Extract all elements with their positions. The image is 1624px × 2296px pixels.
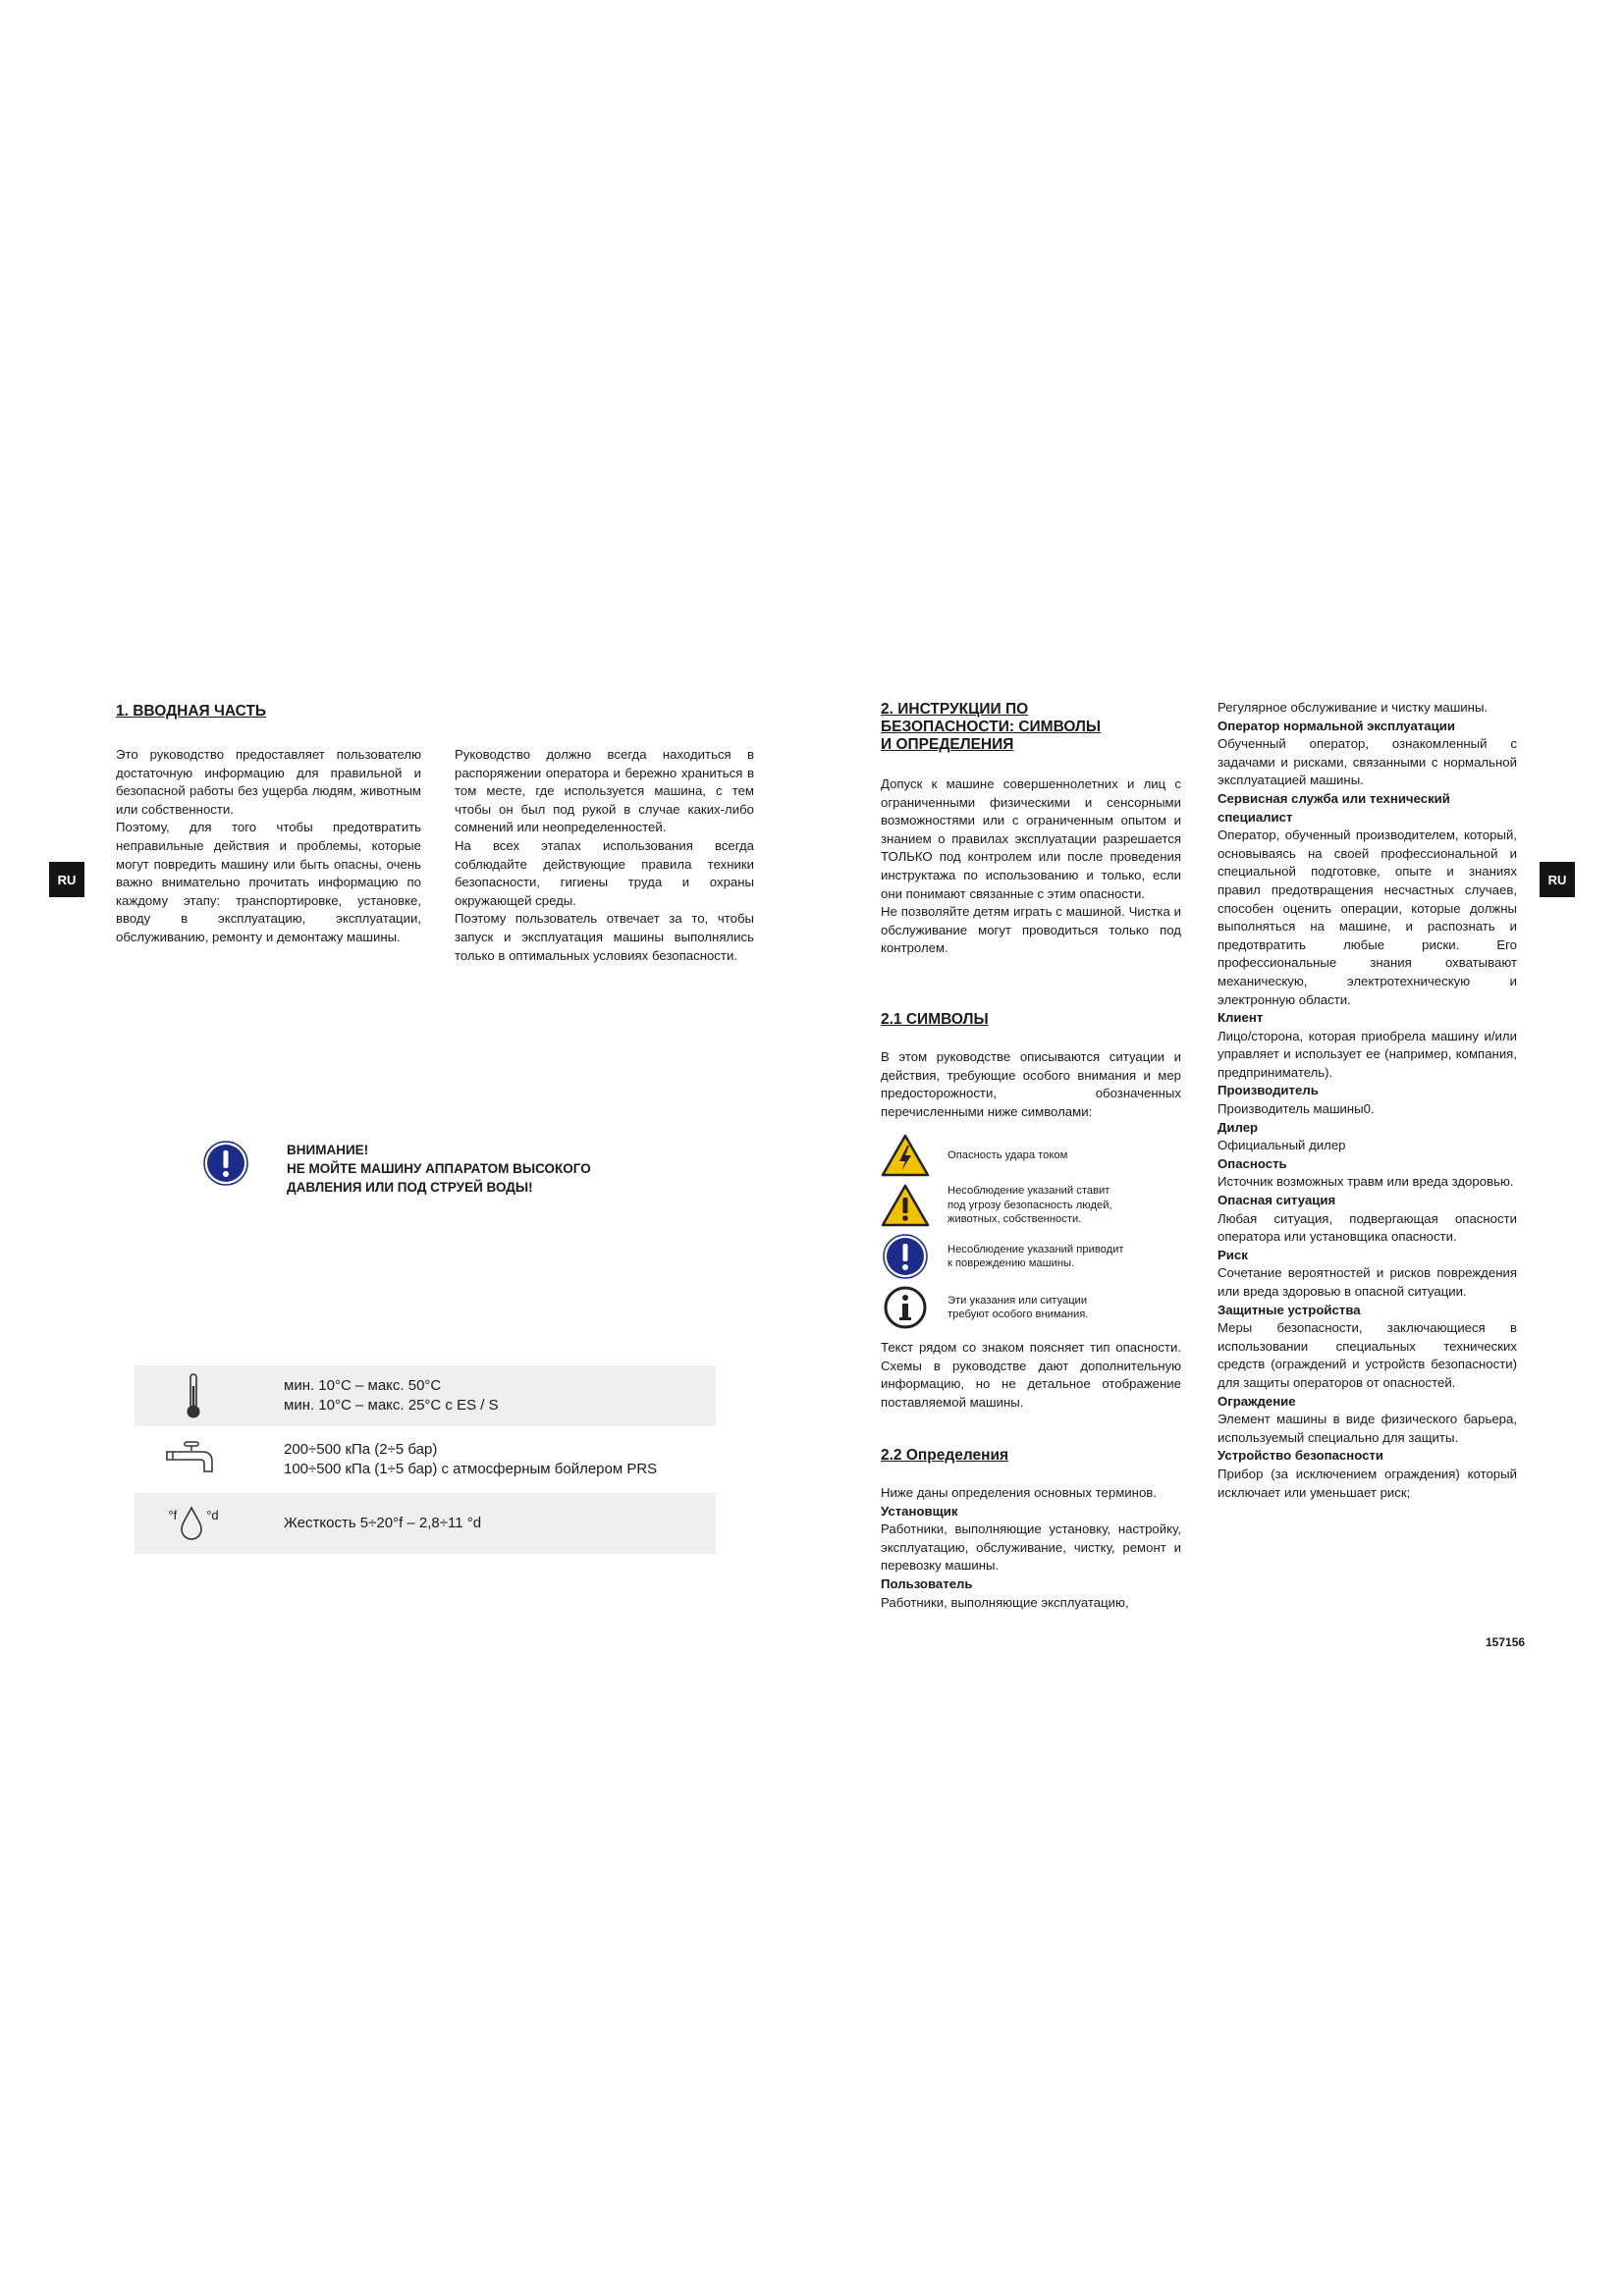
symbol-text-electric: Опасность удара током (947, 1148, 1068, 1161)
def-title-risk: Риск (1218, 1247, 1248, 1262)
language-tab-left: RU (49, 862, 84, 897)
electric-shock-warning-icon (881, 1134, 930, 1177)
def-text-hazardous-situation: Любая ситуация, подвергающая опасности оператора или установщика опасности. (1218, 1210, 1517, 1245)
water-tap-icon (135, 1440, 252, 1479)
warning-line-3: ДАВЛЕНИЯ ИЛИ ПОД СТРУЕЙ ВОДЫ! (287, 1180, 533, 1195)
general-warning-icon (881, 1184, 930, 1227)
information-icon (881, 1285, 930, 1330)
language-tab-right: RU (1540, 862, 1575, 897)
def-title-service: Сервисная служба или технический специалист (1218, 790, 1450, 825)
section-title-introduction: 1. ВВОДНАЯ ЧАСТЬ (116, 703, 267, 720)
def-text-user: Работники, выполняющие эксплуатацию, (881, 1594, 1129, 1610)
def-title-protective-devices: Защитные устройства (1218, 1302, 1361, 1317)
water-hardness: Жесткость 5÷20°f – 2,8÷11 °d (284, 1515, 482, 1531)
safety-intro: Допуск к машине совершеннолетних и лиц с ограниченными физическими и сенсорными возможностями или с ограниченным опытом и знанием о правилах эксплуатации разрешается ТОЛЬКО под контролем или после проведения инструктажа по использованию и только, если они понимают связанные с этим опасности. Не позволяйте детям играть с машиной. Чистка и обслуживание могут проводиться только под контролем. (881, 776, 1181, 956)
symbol-row-general-warning (881, 1180, 1195, 1231)
def-text-safety-device: Прибор (за исключением ограждения) который исключает или уменьшает риск; (1218, 1466, 1517, 1500)
spec-row-temperature (135, 1365, 716, 1426)
def-text-protective-devices: Меры безопасности, заключающиеся в использовании специальных технических средств (ограждений и устройств безопасности) для защиты операторов от опасностей. (1218, 1320, 1517, 1390)
unit-french-degrees: °f (168, 1508, 178, 1522)
def-text-manufacturer: Производитель машины0. (1218, 1101, 1375, 1117)
def-text-guard: Элемент машины в виде физического барьера, используемый специально для защиты. (1218, 1412, 1517, 1445)
def-text-installer: Работники, выполняющие установку, настройку, эксплуатацию, обслуживание, чистку, ремонт и перевозку машины. (881, 1522, 1181, 1574)
unit-german-degrees: °d (206, 1508, 219, 1522)
def-title-dealer: Дилер (1218, 1119, 1259, 1135)
symbol-row-mandatory (881, 1231, 1195, 1282)
symbol-text-general-warning: Несоблюдение указаний ставит под угрозу безопасность людей, животных, собственности. (947, 1185, 1112, 1226)
section-title-safety (881, 701, 1101, 754)
pressure-range-prs: 100÷500 кПа (1÷5 бар) с атмосферным бойлером PRS (284, 1461, 658, 1477)
symbol-row-electric (881, 1131, 1195, 1180)
def-text-user-continued: Регулярное обслуживание и чистку машины. (1218, 700, 1489, 715)
def-title-hazardous-situation: Опасная ситуация (1218, 1193, 1336, 1208)
title-line-1: 2. ИНСТРУКЦИИ ПО (881, 701, 1029, 718)
def-text-dealer: Официальный дилер (1218, 1138, 1346, 1153)
spec-row-pressure (135, 1429, 716, 1490)
def-title-guard: Ограждение (1218, 1393, 1296, 1409)
temperature-range: мин. 10°C – макс. 50°C (284, 1377, 442, 1394)
symbol-text-mandatory: Несоблюдение указаний приводит к повреждению машины. (947, 1243, 1124, 1269)
title-line-2: БЕЗОПАСНОСТИ: СИМВОЛЫ (881, 719, 1102, 735)
temperature-range-es: мин. 10°C – макс. 25°C с ES / S (284, 1397, 499, 1414)
def-title-hazard: Опасность (1218, 1155, 1287, 1171)
section-title-definitions: 2.2 Определения (881, 1447, 1009, 1464)
def-text-risk: Сочетание вероятностей и рисков повреждения или вреда здоровью в опасной ситуации. (1218, 1265, 1517, 1299)
symbols-explanation: Текст рядом со знаком поясняет тип опасности. Схемы в руководстве дают дополнительную информацию, но не детальное отображение поставляемой машины. (881, 1340, 1181, 1410)
def-title-client: Клиент (1218, 1010, 1264, 1026)
warning-message (287, 1141, 591, 1197)
intro-column-1: Это руководство предоставляет пользователю достаточную информацию для правильной и безопасной работы без ущерба людям, животным или собственности. Поэтому, для того чтобы предотвратить неправильные действия и проблемы, которые могут повредить машину или быть опасны, очень важно внимательно прочитать информацию по каждому этапу: транспортировке, установке, вводу в эксплуатацию, эксплуатации, обслуживанию, ремонту и демонтажу машины. (116, 747, 421, 944)
mandatory-exclamation-icon (203, 1141, 248, 1186)
def-title-installer: Установщик (881, 1503, 958, 1519)
symbols-list (881, 1131, 1195, 1333)
symbol-row-information (881, 1282, 1195, 1333)
def-title-manufacturer: Производитель (1218, 1083, 1319, 1098)
mandatory-exclamation-icon (881, 1234, 930, 1279)
def-title-user: Пользователь (881, 1575, 973, 1591)
symbol-text-information: Эти указания или ситуации требуют особого внимания. (947, 1294, 1089, 1320)
definitions-column-2 (1218, 699, 1517, 1502)
intro-column-2: Руководство должно всегда находиться в распоряжении оператора и бережно храниться в том месте, где используется машина, с тем чтобы он был под рукой в случае каких-либо сомнений или неопределенностей. На всех этапах использования всегда соблюдайте действующие правила техники безопасности, гигиены труда и охраны окружающей среды. Поэтому пользователь отвечает за то, чтобы запуск и эксплуатация машины выполнялись только в оптимальных условиях безопасности. (455, 747, 754, 963)
def-text-client: Лицо/сторона, которая приобрела машину и/или управляет и использует ее (например, компания, предприниматель). (1218, 1028, 1517, 1080)
document-code: 157156 (1486, 1635, 1526, 1649)
definitions-column-1 (881, 1484, 1181, 1612)
warning-line-1: ВНИМАНИЕ! (287, 1143, 369, 1157)
def-title-normal-operator: Оператор нормальной эксплуатации (1218, 718, 1455, 733)
symbols-intro: В этом руководстве описываются ситуации и действия, требующие особого внимания и мер предосторожности, обозначенных перечисленными ниже символами: (881, 1049, 1181, 1119)
definitions-intro: Ниже даны определения основных терминов. (881, 1485, 1157, 1500)
warning-line-2: НЕ МОЙТЕ МАШИНУ АППАРАТОМ ВЫСОКОГО (287, 1161, 591, 1176)
title-line-3: И ОПРЕДЕЛЕНИЯ (881, 736, 1014, 753)
def-text-hazard: Источник возможных травм или вреда здоровью. (1218, 1174, 1514, 1190)
def-text-service: Оператор, обученный производителем, который, основываясь на своей профессиональной и специальной подготовке, опыте и знаниях правил предотвращения несчастных случаев, способен оценить операции, которые должны выполняться на машине, и распознать и предотвратить любые риски. Его профессиональные знания охватывают механическую, электротехническую и электронную области. (1218, 828, 1517, 1007)
section-title-symbols: 2.1 СИМВОЛЫ (881, 1011, 989, 1028)
pressure-range: 200÷500 кПа (2÷5 бар) (284, 1441, 438, 1458)
def-title-safety-device: Устройство безопасности (1218, 1448, 1383, 1464)
thermometer-icon (135, 1372, 252, 1419)
spec-row-hardness (135, 1493, 716, 1554)
def-text-normal-operator: Обученный оператор, ознакомленный с задачами и рисками, связанными с нормальной эксплуатацией машины. (1218, 736, 1517, 788)
water-hardness-icon (135, 1506, 252, 1541)
